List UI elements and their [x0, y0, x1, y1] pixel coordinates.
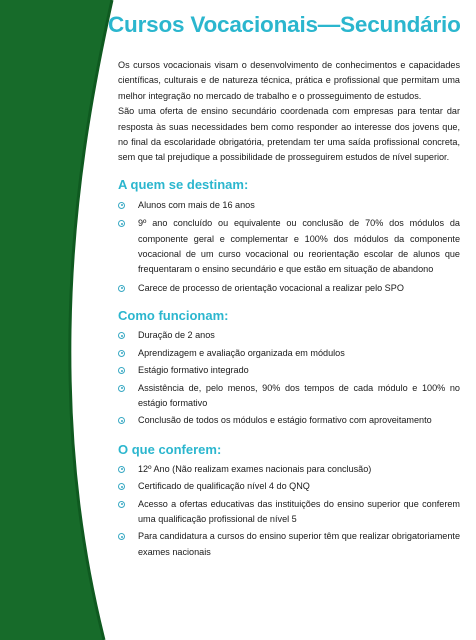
bullet-list	[108, 198, 460, 296]
list-item-text: Acesso a ofertas educativas das instituições do ensino superior que conferem uma qualificação profissional de nível 5	[138, 498, 460, 524]
list-item	[118, 346, 460, 361]
section-heading: Como funcionam:	[118, 308, 229, 324]
section-o-que-conferem	[108, 441, 460, 560]
list-item	[118, 413, 460, 428]
list-item-text: Conclusão de todos os módulos e estágio formativo com aproveitamento	[138, 415, 432, 426]
list-item	[118, 529, 460, 560]
green-band-decoration	[0, 0, 120, 640]
section-a-quem-se-destinam	[108, 176, 460, 296]
circle-bullet-icon	[118, 350, 125, 357]
section-como-funcionam	[108, 307, 460, 428]
list-item-text: Certificado de qualificação nível 4 do QNQ	[138, 481, 310, 492]
circle-bullet-icon	[118, 202, 125, 209]
list-item	[118, 381, 460, 412]
list-item-text: Para candidatura a cursos do ensino superior têm que realizar obrigatoriamente exames nacionais	[138, 531, 460, 557]
circle-bullet-icon	[118, 466, 125, 473]
list-item	[118, 198, 460, 213]
list-item	[118, 462, 460, 477]
list-item-text: Estágio formativo integrado	[138, 365, 249, 376]
page-title: Cursos Vocacionais—Secundário	[108, 12, 461, 37]
list-item-text: Duração de 2 anos	[138, 330, 215, 341]
bullet-list	[108, 462, 460, 560]
section-heading: O que conferem:	[118, 441, 222, 457]
list-item-text: Alunos com mais de 16 anos	[138, 199, 255, 210]
section-heading: A quem se destinam:	[118, 176, 249, 192]
list-item	[118, 497, 460, 528]
bullet-list	[108, 328, 460, 428]
list-item	[118, 363, 460, 378]
circle-bullet-icon	[118, 501, 125, 508]
list-item	[118, 281, 460, 296]
circle-bullet-icon	[118, 483, 125, 490]
list-item-text: 12º Ano (Não realizam exames nacionais para conclusão)	[138, 463, 372, 474]
list-item-text: 9º ano concluído ou equivalente ou conclusão de 70% dos módulos da componente geral e complementar e 100% dos módulos da componente vocacional de um curso vocacional ou reorientação escolar de alunos que frequentaram o ensino secundário e que estão em situação de abandono	[138, 218, 460, 275]
circle-bullet-icon	[118, 220, 125, 227]
intro-paragraph: São uma oferta de ensino secundário coordenada com empresas para tentar dar resposta às suas necessidades bem como responder ao interesse dos jovens que, no final da escolaridade obrigatória, pretendam ter uma saída profissional concreta, sem que tal prejudique a possibilidade de prosseguirem estudos de nível superior.	[118, 106, 460, 163]
main-content	[108, 0, 460, 560]
circle-bullet-icon	[118, 367, 125, 374]
circle-bullet-icon	[118, 285, 125, 292]
intro-text	[108, 58, 460, 166]
list-item	[118, 216, 460, 278]
green-band-fill	[0, 0, 112, 640]
list-item-text: Assistência de, pelo menos, 90% dos tempos de cada módulo e 100% no estágio formativo	[138, 382, 460, 408]
list-item-text: Carece de processo de orientação vocacional a realizar pelo SPO	[138, 282, 404, 293]
circle-bullet-icon	[118, 332, 125, 339]
list-item	[118, 328, 460, 343]
list-item-text: Aprendizagem e avaliação organizada em módulos	[138, 347, 345, 358]
circle-bullet-icon	[118, 385, 125, 392]
list-item	[118, 479, 460, 494]
intro-paragraph: Os cursos vocacionais visam o desenvolvimento de conhecimentos e capacidades científicas, culturais e de natureza técnica, prática e profissional que permitam uma melhor integração no mercado de trabalho e o prosseguimento de estudos.	[118, 60, 460, 101]
circle-bullet-icon	[118, 533, 125, 540]
circle-bullet-icon	[118, 417, 125, 424]
